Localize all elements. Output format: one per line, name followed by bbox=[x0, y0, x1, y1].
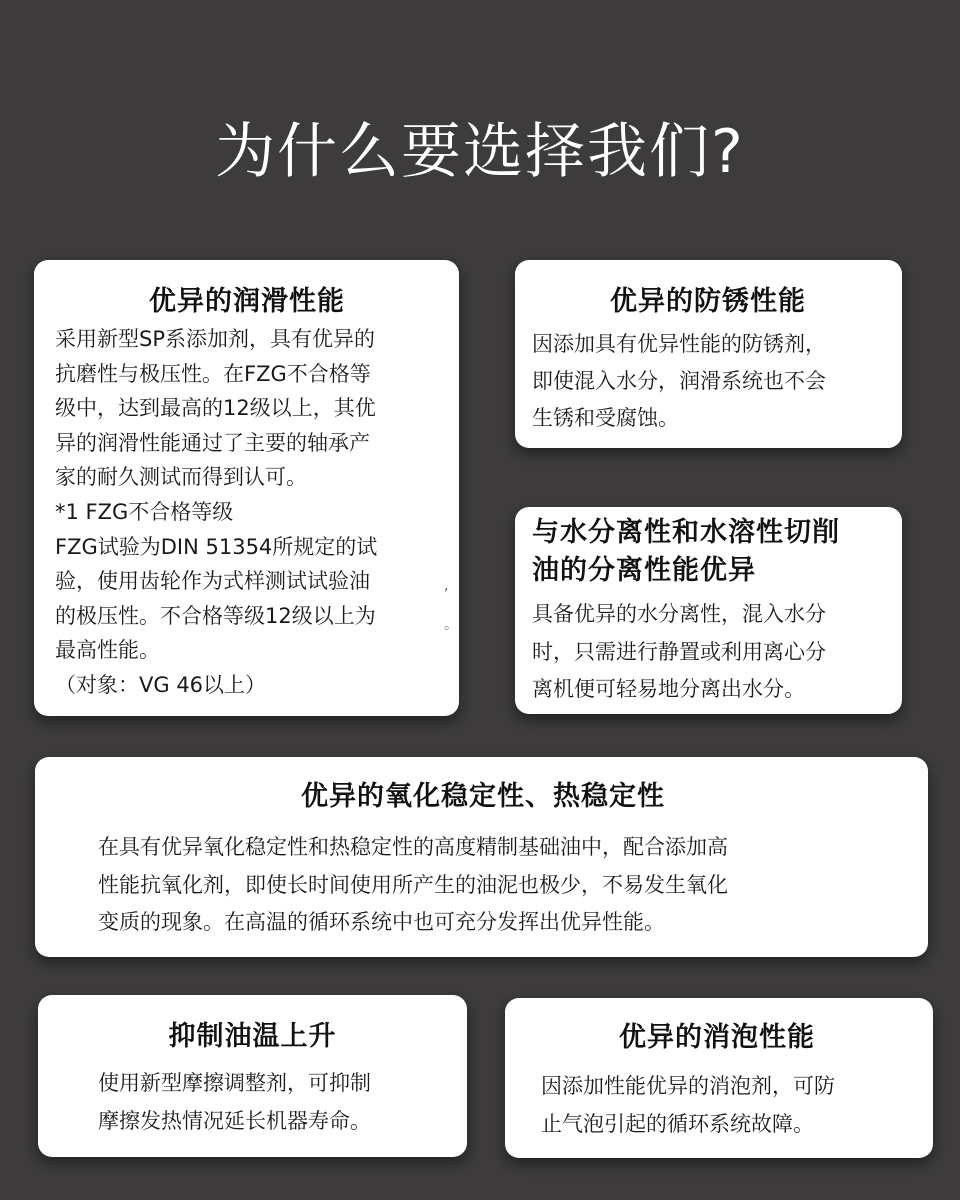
body-line: 具备优异的水分离性，混入水分 bbox=[532, 602, 826, 626]
card-oxidation-stability bbox=[35, 757, 928, 957]
footnote-line: 验，使用齿轮作为式样测试试验油 bbox=[55, 569, 370, 594]
card-body bbox=[55, 322, 439, 703]
body-line: 止气泡引起的循环系统故障。 bbox=[541, 1111, 814, 1136]
card-body bbox=[532, 326, 884, 437]
body-line: 因添加性能优异的消泡剂，可防 bbox=[541, 1074, 835, 1098]
footnote-line: 的极压性。不合格等级12级以上为 bbox=[55, 603, 376, 628]
card-heading: 优异的消泡性能 bbox=[619, 1022, 815, 1053]
body-line: 采用新型SP系添加剂，具有优异的 bbox=[55, 327, 375, 351]
page-title: 为什么要选择我们? bbox=[215, 117, 745, 188]
footnote-line: FZG试验为DIN 51354所规定的试 bbox=[55, 534, 378, 559]
card-heading: 优异的氧化稳定性、热稳定性 bbox=[301, 781, 665, 812]
card-water-separation bbox=[515, 507, 902, 714]
body-line: 因添加具有优异性能的防锈剂， bbox=[532, 332, 826, 356]
body-line: 使用新型摩擦调整剂，可抑制 bbox=[98, 1071, 371, 1095]
body-line: 性能抗氧化剂，即使长时间使用所产生的油泥也极少，不易发生氧化 bbox=[98, 872, 728, 897]
card-rust-prevention bbox=[515, 260, 902, 448]
body-line: 抗磨性与极压性。在FZG不合格等 bbox=[55, 361, 371, 386]
footnote-scope: （对象：VG 46以上） bbox=[55, 672, 267, 697]
body-line: 在具有优异氧化稳定性和热稳定性的高度精制基础油中，配合添加高 bbox=[98, 835, 728, 859]
stray-period-mark: 。 bbox=[444, 617, 458, 633]
stray-comma-mark: , bbox=[444, 578, 449, 594]
body-line: 变质的现象。在高温的循环系统中也可充分发挥出优异性能。 bbox=[98, 910, 665, 934]
card-oil-temperature bbox=[38, 995, 467, 1157]
body-line: 生锈和受腐蚀。 bbox=[532, 406, 679, 430]
body-line: 即使混入水分，润滑系统也不会 bbox=[532, 369, 826, 393]
card-antifoam bbox=[505, 998, 933, 1158]
card-heading: 优异的防锈性能 bbox=[610, 286, 806, 317]
card-heading bbox=[532, 514, 888, 590]
card-body bbox=[541, 1068, 913, 1143]
card-lubrication-performance bbox=[34, 260, 459, 716]
heading-line: 与水分离性和水溶性切削 bbox=[532, 517, 840, 548]
card-heading: 优异的润滑性能 bbox=[149, 286, 345, 317]
card-body bbox=[98, 1065, 447, 1140]
card-body bbox=[532, 596, 888, 709]
card-heading: 抑制油温上升 bbox=[168, 1021, 337, 1052]
body-line: 时，只需进行静置或利用离心分 bbox=[532, 639, 826, 664]
footnote-line: 最高性能。 bbox=[55, 638, 160, 663]
heading-line: 油的分离性能优异 bbox=[532, 555, 756, 586]
body-line: 离机便可轻易地分离出水分。 bbox=[532, 677, 805, 701]
card-body bbox=[98, 829, 868, 942]
body-line: 家的耐久测试而得到认可。 bbox=[55, 465, 307, 490]
body-line: 摩擦发热情况延长机器寿命。 bbox=[98, 1108, 371, 1133]
body-line: 级中，达到最高的12级以上，其优 bbox=[55, 396, 376, 421]
footnote-title: *1 FZG不合格等级 bbox=[55, 499, 234, 524]
body-line: 异的润滑性能通过了主要的轴承产 bbox=[55, 430, 370, 455]
